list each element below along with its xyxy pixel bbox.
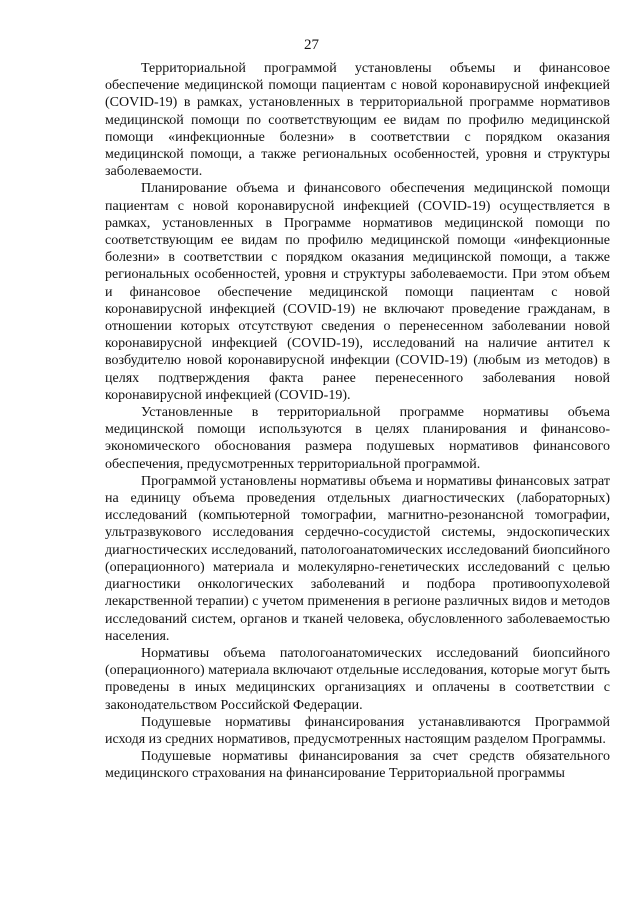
paragraph-diagnostic-norms: Программой установлены нормативы объема и нормативы финансовых затрат на единицу объема проведения отдельных диагностических (лабораторных) исследований (компьютерной томографии, магнитно-резонансной томографии, ультразвукового исследования сердечно-сосудистой системы, эндоскопических диагностических исследований, патологоанатомических исследований биопсийного (операционного) материала и молекулярно-генетических исследований с целью диагностики онкологических заболеваний и подбора противоопухолевой лекарственной терапии) с учетом применения в регионе различных видов и методов исследований систем, органов и тканей человека, обусловленного заболеваемостью населения. — [105, 473, 610, 644]
paragraph-norms-usage: Установленные в территориальной программе нормативы объема медицинской помощи используются в целях планирования и финансово-экономического обоснования размера подушевых нормативов финансового обеспечения, предусмотренных территориальной программой. — [105, 405, 610, 472]
page-number: 27 — [304, 37, 319, 53]
paragraph-covid-planning: Планирование объема и финансового обеспечения медицинской помощи пациентам с новой коронавирусной инфекцией (COVID-19) осуществляется в рамках, установленных в Программе нормативов медицинской помощи по соответствующим ее видам по профилю медицинской помощи «инфекционные болезни» в соответствии с порядком оказания медицинской помощи, а также региональных особенностей, уровня и структуры заболеваемости. При этом объем и финансовое обеспечение медицинской помощи пациентам с новой коронавирусной инфекцией (COVID-19) не включают проведение гражданам, в отношении которых отсутствуют сведения о перенесенном заболевании новой коронавирусной инфекцией (COVID-19), исследований на наличие антител к возбудителю новой коронавирусной инфекции (COVID-19) (любым из методов) в целях подтверждения факта ранее перенесенного заболевания новой коронавирусной инфекцией (COVID-19). — [105, 181, 610, 403]
paragraph-per-capita-norms: Подушевые нормативы финансирования устанавливаются Программой исходя из средних нормативов, предусмотренных настоящим разделом Программы. — [105, 714, 610, 747]
paragraph-pathology-norms: Нормативы объема патологоанатомических исследований биопсийного (операционного) материала включают отдельные исследования, которые могут быть проведены в иных медицинских организациях и оплачены в соответствии с законодательством Российской Федерации. — [105, 645, 610, 713]
document-body — [105, 60, 610, 783]
paragraph-oms-financing: Подушевые нормативы финансирования за счет средств обязательного медицинского страхования на финансирование Территориальной программы — [105, 749, 610, 782]
paragraph-covid-volumes: Территориальной программой установлены объемы и финансовое обеспечение медицинской помощи пациентам с новой коронавирусной инфекцией (COVID-19) в рамках, установленных в территориальной программе нормативов медицинской помощи по соответствующим ее видам по профилю медицинской помощи «инфекционные болезни» в соответствии с порядком оказания медицинской помощи, а также региональных особенностей, уровня и структуры заболеваемости. — [105, 61, 610, 180]
